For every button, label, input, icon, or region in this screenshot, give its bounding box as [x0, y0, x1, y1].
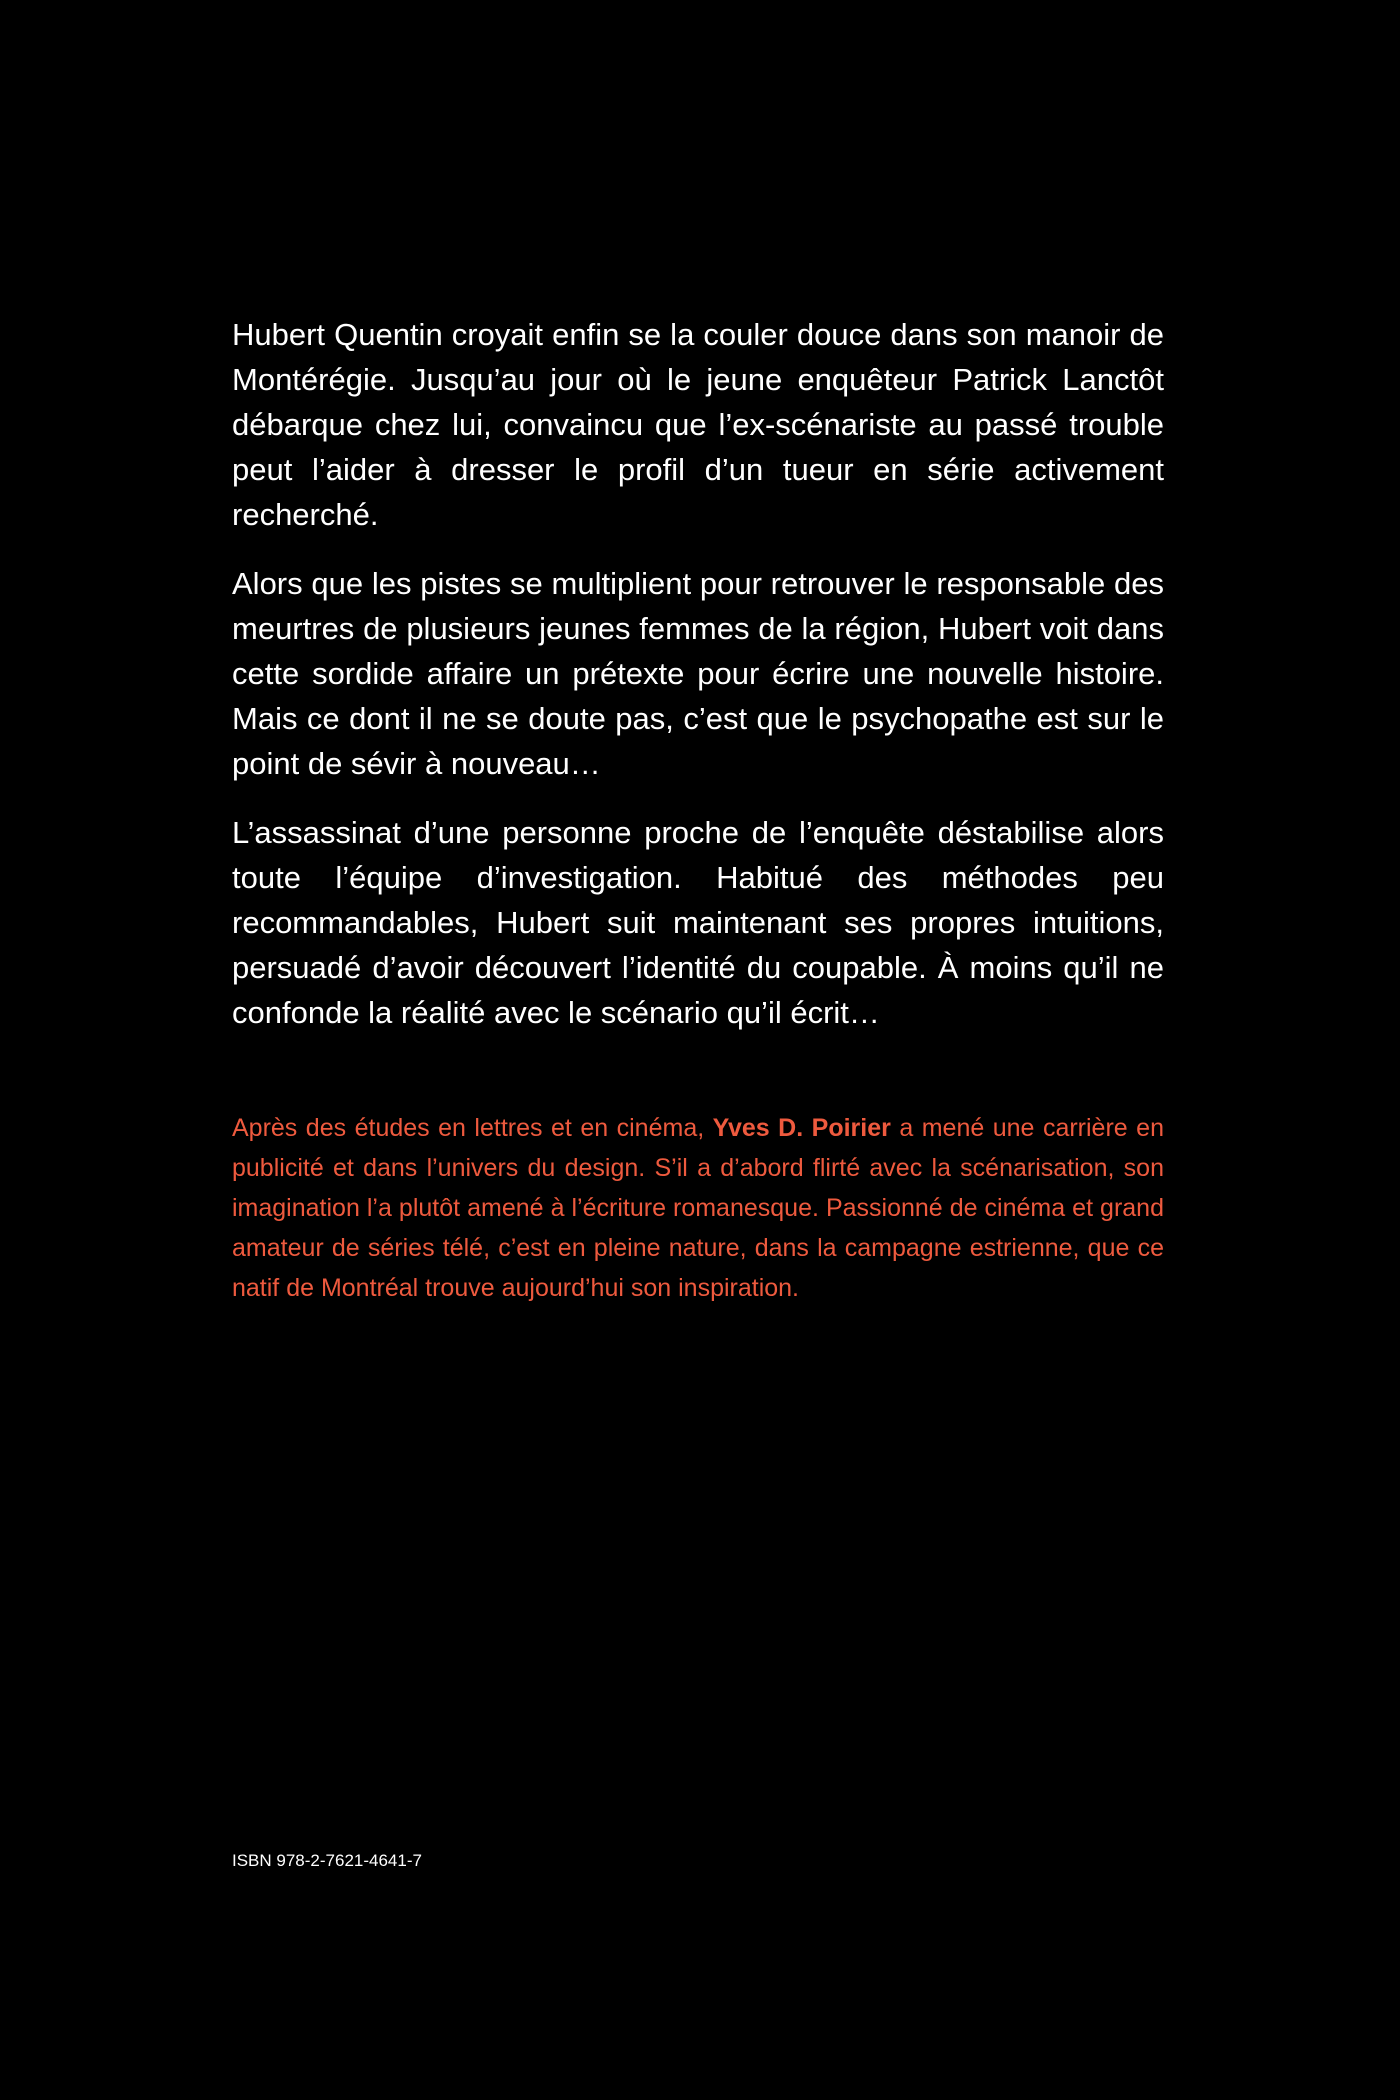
summary-paragraph: L’assassinat d’une personne proche de l’enquête déstabilise alors toute l’équipe d’investigation. Habitué des méthodes peu recommandables, Hubert suit maintenant ses propres intuitions, persuadé d’avoir découvert l’identité du coupable. À moins qu’il ne confonde la réalité avec le scénario qu’il écrit… [232, 815, 1164, 1030]
author-name: Yves D. Poirier [712, 1114, 891, 1142]
author-bio [232, 1108, 1164, 1308]
book-summary [232, 312, 1164, 1059]
summary-paragraph: Hubert Quentin croyait enfin se la couler douce dans son manoir de Montérégie. Jusqu’au jour où le jeune enquêteur Patrick Lanctôt débarque chez lui, convaincu que l’ex-scénariste au passé trouble peut l’aider à dresser le profil d’un tueur en série activement recherché. [232, 317, 1164, 532]
isbn: ISBN 978-2-7621-4641-7 [232, 1851, 422, 1870]
bio-rest: a mené une carrière en publicité et dans l’univers du design. S’il a d’abord flirté avec la scénarisation, son imagination l’a plutôt amené à l’écriture romanesque. Passionné de cinéma et grand amateur de séries télé, c’est en pleine nature, dans la campagne estrienne, que ce natif de Montréal trouve aujourd’hui son inspiration. [232, 1114, 1164, 1302]
summary-paragraph: Alors que les pistes se multiplient pour retrouver le responsable des meurtres de plusieurs jeunes femmes de la région, Hubert voit dans cette sordide affaire un prétexte pour écrire une nouvelle histoire. Mais ce dont il ne se doute pas, c’est que le psychopathe est sur le point de sévir à nouveau… [232, 566, 1164, 781]
author-bio-text [232, 1108, 1164, 1308]
bio-intro: Après des études en lettres et en cinéma, [232, 1114, 713, 1142]
